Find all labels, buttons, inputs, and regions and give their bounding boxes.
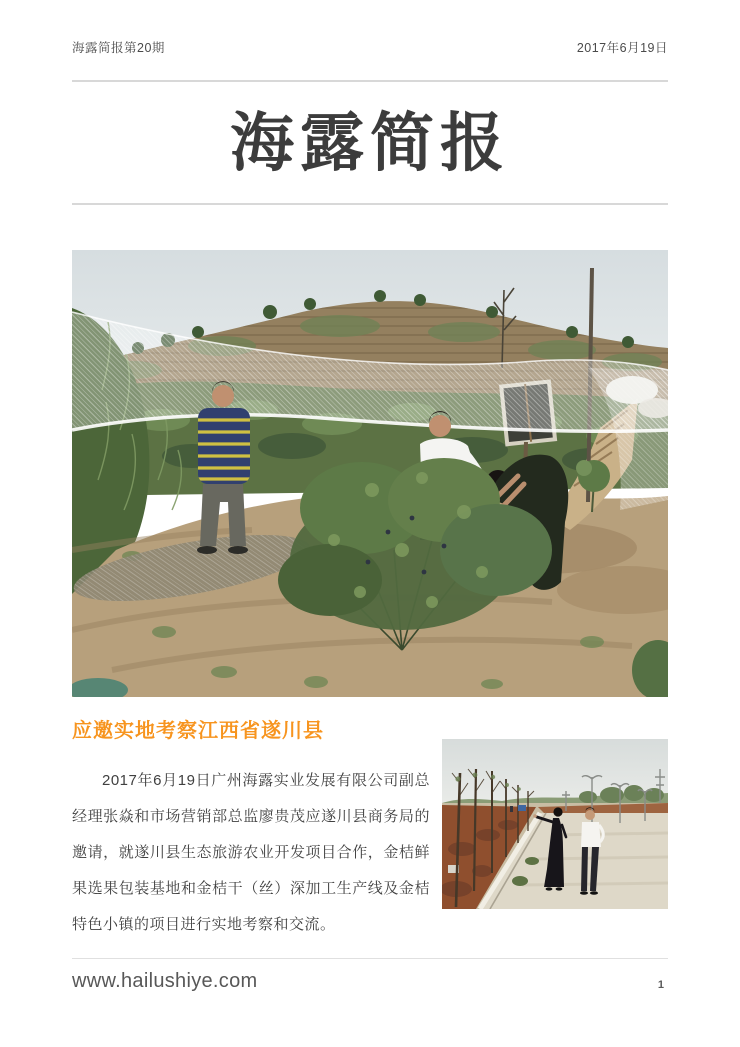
divider-header [72, 80, 668, 82]
divider-title [72, 203, 668, 205]
page-number: 1 [657, 979, 664, 991]
main-photo-illustration [72, 250, 668, 697]
divider-footer [72, 958, 668, 959]
footer-website: www.hailushiye.com [72, 970, 258, 992]
article-body: 2017年6月19日广州海露实业发展有限公司副总经理张焱和市场营销部总监廖贵茂应遂川县商务局的邀请，就遂川县生态旅游农业开发项目合作，金桔鲜果选果包装基地和金桔干（丝）深加工生产线及金桔特色小镇的项目进行实地考察和交流。 [72, 772, 430, 933]
newsletter-title: 海露简报 [230, 107, 510, 179]
issue-label: 海露简报第20期 [72, 41, 165, 55]
secondary-photo-illustration [442, 739, 668, 909]
article-heading: 应邀实地考察江西省遂川县 [72, 720, 324, 742]
date-label: 2017年6月19日 [576, 41, 668, 55]
main-photo [72, 250, 668, 697]
page-header [72, 38, 668, 56]
secondary-photo [442, 739, 668, 909]
